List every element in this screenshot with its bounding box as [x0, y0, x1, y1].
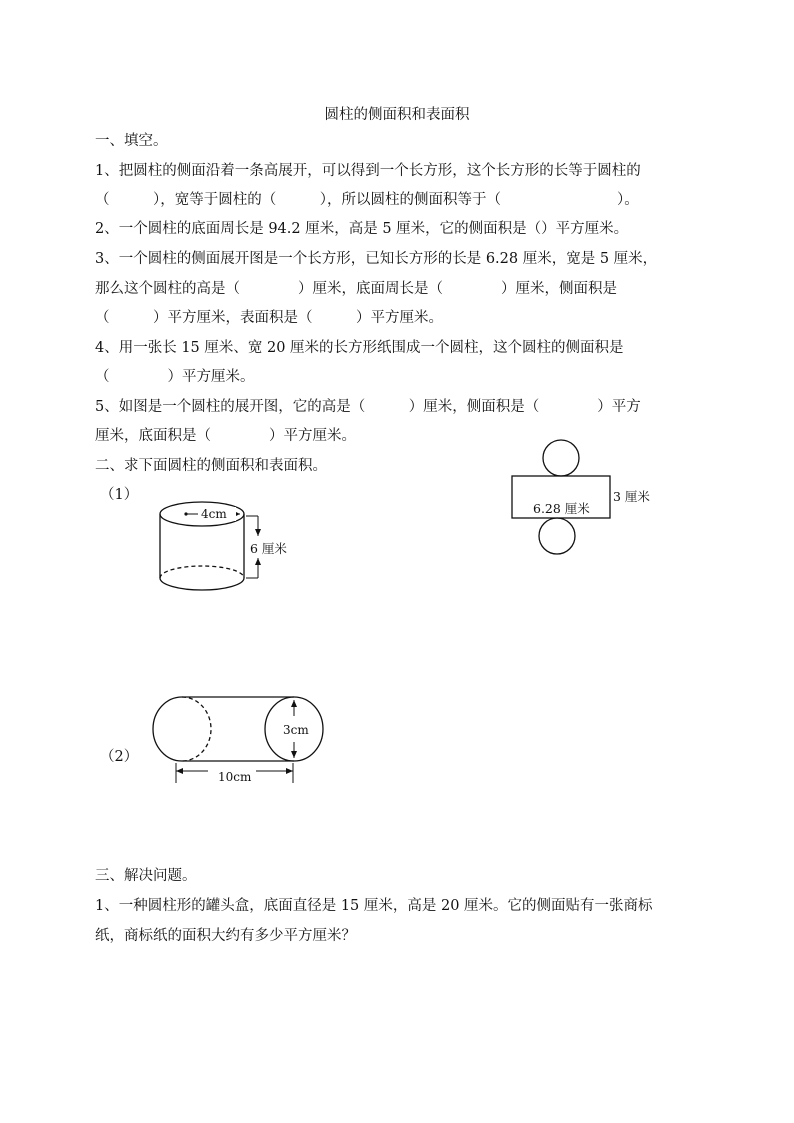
question-1-3-line-2: 那么这个圆柱的高是（ ）厘米，底面周长是（ ）厘米，侧面积是 [95, 281, 617, 297]
question-1-3-line-1: 3、一个圆柱的侧面展开图是一个长方形，已知长方形的长是 6.28 厘米，宽是 5 厘米， [95, 251, 658, 267]
question-1-3-line-3: （ ）平方厘米，表面积是（ ）平方厘米。 [95, 310, 443, 326]
section-3-heading: 三、解决问题。 [95, 868, 197, 884]
section-1-heading: 一、填空。 [95, 133, 168, 149]
problem-3-1-line-1: 1、一种圆柱形的罐头盒，底面直径是 15 厘米，高是 20 厘米。它的侧面贴有一张商标 [95, 898, 653, 914]
figure-1-marker: （1） [100, 487, 139, 503]
question-1-2: 2、一个圆柱的底面周长是 94.2 厘米，高是 5 厘米，它的侧面积是（）平方厘米。 [95, 221, 629, 237]
question-1-1-line-1: 1、把圆柱的侧面沿着一条高展开，可以得到一个长方形，这个长方形的长等于圆柱的 [95, 163, 641, 179]
question-1-5-line-1: 5、如图是一个圆柱的展开图，它的高是（ ）厘米，侧面积是（ ）平方 [95, 399, 641, 415]
page-title: 圆柱的侧面积和表面积 [324, 107, 470, 123]
cylinder-2-diameter-label: 3cm [283, 723, 309, 737]
figure-2-marker: （2） [100, 749, 139, 765]
question-1-1-line-2: （ ），宽等于圆柱的（ ），所以圆柱的侧面积等于（ ）。 [95, 192, 639, 208]
cylinder-1-height-label: 6 厘米 [250, 541, 287, 556]
cylinder-2-length-label: 10cm [218, 770, 252, 784]
section-2-heading: 二、求下面圆柱的侧面积和表面积。 [95, 458, 327, 474]
question-1-5-line-2: 厘米，底面积是（ ）平方厘米。 [95, 428, 356, 444]
net-width-label: 3 厘米 [613, 489, 650, 504]
problem-3-1-line-2: 纸，商标纸的面积大约有多少平方厘米？ [95, 928, 356, 944]
question-1-4-line-1: 4、用一张长 15 厘米、宽 20 厘米的长方形纸围成一个圆柱，这个圆柱的侧面积是 [95, 340, 624, 356]
question-1-4-line-2: （ ）平方厘米。 [95, 369, 255, 385]
cylinder-1-diameter-label: 4cm [201, 507, 227, 521]
net-length-label: 6.28 厘米 [533, 501, 590, 516]
